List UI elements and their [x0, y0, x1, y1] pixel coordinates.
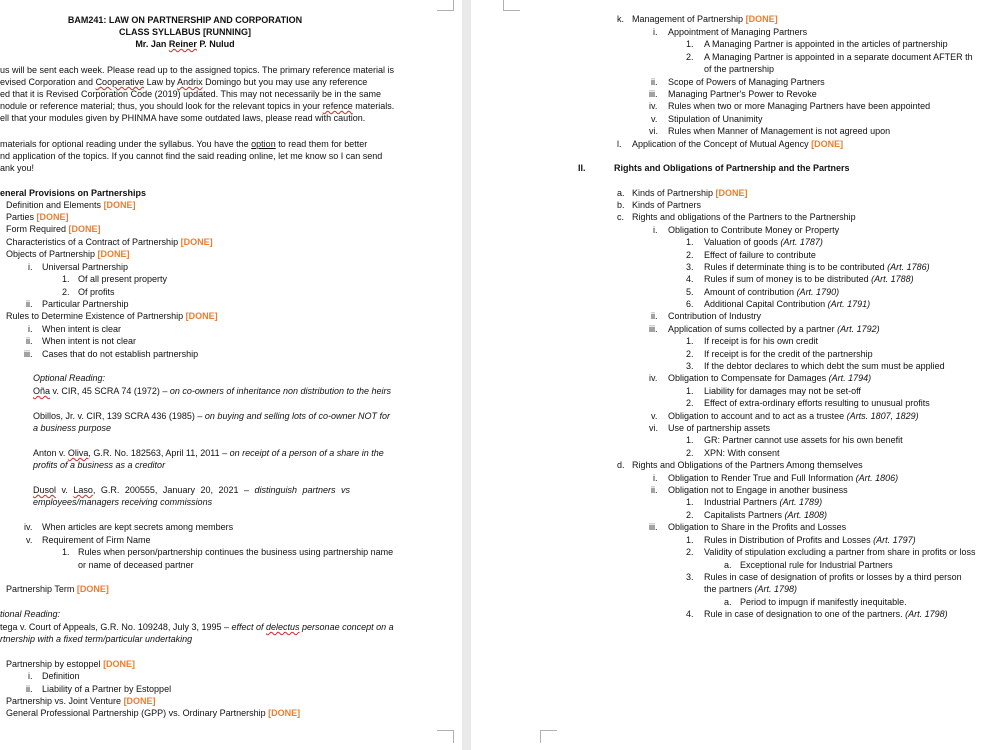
list-number: 6. — [686, 299, 694, 309]
list-number: 1. — [686, 237, 694, 247]
list-number: 2. — [686, 349, 694, 359]
subtopic-item: Appointment of Managing Partners — [668, 27, 808, 37]
subtopic-item: If receipt is for his own credit — [704, 336, 819, 346]
list-number: 1. — [686, 435, 694, 445]
subtopic-item: Obligation to account and to act as a trustee (Arts. 1807, 1829) — [668, 411, 919, 421]
subtopic-item: Stipulation of Unanimity — [668, 114, 763, 124]
subtopic-item: Managing Partner's Power to Revoke — [668, 89, 817, 99]
list-number: 2. — [686, 448, 694, 458]
list-number: b. — [617, 200, 625, 210]
topic-item: Rights and obligations of the Partners to the Partnership — [632, 212, 856, 222]
list-number: 1. — [62, 547, 70, 557]
list-number: 2. — [686, 398, 694, 408]
list-number: 1. — [686, 535, 694, 545]
subtopic-item: GR: Partner cannot use assets for his own benefit — [704, 435, 903, 445]
subtopic-item: When intent is not clear — [42, 336, 137, 346]
syllabus-title: BAM241: LAW ON PARTNERSHIP AND CORPORATION — [67, 15, 303, 25]
list-number: v. — [651, 114, 658, 124]
intro-line: nd application of the topics. If you cannot find the said reading online, let me know so I can send — [0, 151, 383, 161]
intro-line: ed that it is Revised Corporation Code (2019) updated. This may not necessarily be in the same — [0, 89, 382, 99]
subtopic-item: Particular Partnership — [42, 299, 129, 309]
topic-item: Partnership vs. Joint Venture [DONE] — [6, 696, 156, 706]
subtopic-item: Additional Capital Contribution (Art. 1791) — [704, 299, 871, 309]
intro-line: ank you! — [0, 163, 35, 173]
list-number: 3. — [686, 262, 694, 272]
intro-line: materials for optional reading under the syllabus. You have the option to read them for better — [0, 139, 368, 149]
list-number: 2. — [686, 250, 694, 260]
subtopic-item: If receipt is for the credit of the partnership — [704, 349, 873, 359]
optional-reading-label: tional Reading: — [0, 609, 61, 619]
subtopic-item: Obligation to Share in the Profits and Losses — [668, 522, 847, 532]
list-number: ii. — [26, 684, 33, 694]
topic-item: Definition and Elements [DONE] — [6, 200, 136, 210]
subtopic-item: Of profits — [78, 287, 115, 297]
list-number: a. — [617, 188, 625, 198]
list-number: 1. — [686, 497, 694, 507]
crop-mark — [437, 730, 454, 743]
subtopic-item: Definition — [42, 671, 80, 681]
case-citation: Dusol v. Laso, G.R. 200555, January 20, 2021 – distinguish partners vs — [33, 485, 351, 495]
case-citation: Anton v. Oliva, G.R. No. 182563, April 11, 2011 – on receipt of a person of a share in the — [33, 448, 384, 458]
list-number: k. — [617, 14, 625, 24]
subtopic-item: Liability for damages may not be set-off — [704, 386, 861, 396]
case-citation: Obillos, Jr. v. CIR, 139 SCRA 436 (1985) – on buying and selling lots of co-owner NOT for — [33, 411, 391, 421]
list-number: 2. — [62, 287, 70, 297]
list-number: 2. — [686, 547, 694, 557]
subtopic-item: Effect of failure to contribute — [704, 250, 816, 260]
crop-mark — [437, 0, 454, 11]
topic-item: Kinds of Partners — [632, 200, 702, 210]
subtopic-item: Contribution of Industry — [668, 311, 762, 321]
topic-item: General Professional Partnership (GPP) vs. Ordinary Partnership [DONE] — [6, 708, 301, 718]
crop-mark — [503, 0, 520, 11]
subtopic-item: Period to impugn if manifestly inequitable. — [740, 597, 907, 607]
list-number: iii. — [649, 324, 658, 334]
list-number: 2. — [686, 52, 694, 62]
subtopic-item: Obligation to Contribute Money or Property — [668, 225, 840, 235]
subtopic-item: or name of deceased partner — [78, 560, 194, 570]
document-page-right — [471, 0, 1000, 750]
subtopic-item: Rule in case of designation to one of the partners. (Art. 1798) — [704, 609, 948, 619]
topic-item: Application of the Concept of Mutual Agency [DONE] — [632, 139, 844, 149]
subtopic-item: When articles are kept secrets among members — [42, 522, 234, 532]
list-number: ii. — [651, 77, 658, 87]
case-citation: Oña v. CIR, 45 SCRA 74 (1972) – on co-owners of inheritance non distribution to the heirs — [33, 386, 392, 396]
subtopic-item: the partners (Art. 1798) — [704, 584, 798, 594]
topic-item: Rights and Obligations of the Partners Among themselves — [632, 460, 863, 470]
list-number: a. — [724, 560, 732, 570]
subtopic-item: Rules when Manner of Management is not agreed upon — [668, 126, 891, 136]
subtopic-item: A Managing Partner is appointed in a separate document AFTER th — [704, 52, 973, 62]
subtopic-item: A Managing Partner is appointed in the articles of partnership — [704, 39, 948, 49]
syllabus-subtitle: CLASS SYLLABUS [RUNNING] — [119, 27, 251, 37]
list-number: iv. — [649, 101, 658, 111]
list-number: iii. — [649, 522, 658, 532]
list-number: ii. — [26, 299, 33, 309]
optional-reading-label: Optional Reading: — [33, 373, 106, 383]
crop-mark — [540, 730, 557, 743]
document-page-left — [0, 0, 462, 750]
intro-line: evised Corporation and Cooperative Law by Andrix Domingo but you may use any reference — [0, 77, 368, 87]
subtopic-item: Exceptional rule for Industrial Partners — [740, 560, 893, 570]
list-number: 4. — [686, 609, 694, 619]
topic-item: Parties [DONE] — [6, 212, 69, 222]
topic-item: Partnership Term [DONE] — [6, 584, 109, 594]
list-number: 3. — [686, 361, 694, 371]
case-citation: tega v. Court of Appeals, G.R. No. 109248, July 3, 1995 – effect of delectus personae concept on a — [0, 622, 394, 632]
subtopic-item: Obligation not to Engage in another business — [668, 485, 848, 495]
list-number: 5. — [686, 287, 694, 297]
list-number: ii. — [651, 311, 658, 321]
list-number: i. — [28, 324, 33, 334]
case-citation: employees/managers receiving commissions — [33, 497, 213, 507]
list-number: 1. — [686, 386, 694, 396]
subtopic-item: Requirement of Firm Name — [42, 535, 151, 545]
list-number: ii. — [26, 336, 33, 346]
list-number: v. — [651, 411, 658, 421]
list-number: ii. — [651, 485, 658, 495]
subtopic-item: Application of sums collected by a partner (Art. 1792) — [668, 324, 880, 334]
list-number: 4. — [686, 274, 694, 284]
subtopic-item: Of all present property — [78, 274, 168, 284]
intro-line: us will be sent each week. Please read up to the assigned topics. The primary reference material is — [0, 65, 395, 75]
list-number: iv. — [24, 522, 33, 532]
section-heading: eneral Provisions on Partnerships — [0, 188, 147, 198]
topic-item: Characteristics of a Contract of Partnership [DONE] — [6, 237, 213, 247]
subtopic-item: Capitalists Partners (Art. 1808) — [704, 510, 828, 520]
list-number: i. — [653, 225, 658, 235]
subtopic-item: Rules in Distribution of Profits and Losses (Art. 1797) — [704, 535, 916, 545]
subtopic-item: Use of partnership assets — [668, 423, 771, 433]
subtopic-item: Rules when person/partnership continues the business using partnership name — [78, 547, 394, 557]
list-number: a. — [724, 597, 732, 607]
subtopic-item: Rules when two or more Managing Partners have been appointed — [668, 101, 931, 111]
intro-line: nodule or reference material; thus, you should look for the relevant topics in your refence materials. — [0, 101, 395, 111]
case-citation: profits of a business as a creditor — [33, 460, 166, 470]
subtopic-item: Amount of contribution (Art. 1790) — [704, 287, 840, 297]
subtopic-item: If the debtor declares to which debt the sum must be applied — [704, 361, 945, 371]
list-number: vi. — [649, 126, 658, 136]
subtopic-item: Rules if sum of money is to be distributed (Art. 1788) — [704, 274, 914, 284]
subtopic-item: Rules if determinate thing is to be contributed (Art. 1786) — [704, 262, 930, 272]
list-number: 1. — [62, 274, 70, 284]
section-heading: Rights and Obligations of Partnership and the Partners — [614, 163, 850, 173]
case-citation: rtnership with a fixed term/particular undertaking — [0, 634, 193, 644]
intro-line: ell that your modules given by PHINMA have some outdated laws, please read with caution. — [0, 113, 366, 123]
subtopic-item: Cases that do not establish partnership — [42, 349, 199, 359]
subtopic-item: Obligation to Render True and Full Information (Art. 1806) — [668, 473, 899, 483]
list-number: c. — [617, 212, 625, 222]
list-number: vi. — [649, 423, 658, 433]
list-number: 1. — [686, 39, 694, 49]
list-number: 3. — [686, 572, 694, 582]
list-number: 1. — [686, 336, 694, 346]
subtopic-item: Obligation to Compensate for Damages (Art. 1794) — [668, 373, 872, 383]
subtopic-item: Effect of extra-ordinary efforts resulting to unusual profits — [704, 398, 930, 408]
list-number: iii. — [24, 349, 33, 359]
list-number: 2. — [686, 510, 694, 520]
list-number: v. — [26, 535, 33, 545]
list-number: d. — [617, 460, 625, 470]
list-number: i. — [653, 27, 658, 37]
topic-item: Partnership by estoppel [DONE] — [6, 659, 136, 669]
case-citation: a business purpose — [33, 423, 112, 433]
subtopic-item: of the partnership — [704, 64, 775, 74]
subtopic-item: Liability of a Partner by Estoppel — [42, 684, 172, 694]
subtopic-item: Universal Partnership — [42, 262, 129, 272]
topic-item: Kinds of Partnership [DONE] — [632, 188, 748, 198]
list-number: II. — [578, 163, 586, 173]
topic-item: Rules to Determine Existence of Partnership [DONE] — [6, 311, 218, 321]
subtopic-item: Scope of Powers of Managing Partners — [668, 77, 825, 87]
topic-item: Form Required [DONE] — [6, 224, 101, 234]
instructor-name: Mr. Jan Reiner P. Nulud — [135, 39, 235, 49]
subtopic-item: Rules in case of designation of profits or losses by a third person — [704, 572, 962, 582]
list-number: iv. — [649, 373, 658, 383]
subtopic-item: Validity of stipulation excluding a partner from share in profits or loss — [704, 547, 976, 557]
subtopic-item: When intent is clear — [42, 324, 122, 334]
subtopic-item: Valuation of goods (Art. 1787) — [704, 237, 823, 247]
list-number: i. — [28, 262, 33, 272]
list-number: i. — [653, 473, 658, 483]
topic-item: Management of Partnership [DONE] — [632, 14, 778, 24]
subtopic-item: Industrial Partners (Art. 1789) — [704, 497, 823, 507]
list-number: iii. — [649, 89, 658, 99]
list-number: i. — [28, 671, 33, 681]
subtopic-item: XPN: With consent — [704, 448, 780, 458]
list-number: l. — [617, 139, 622, 149]
topic-item: Objects of Partnership [DONE] — [6, 249, 130, 259]
